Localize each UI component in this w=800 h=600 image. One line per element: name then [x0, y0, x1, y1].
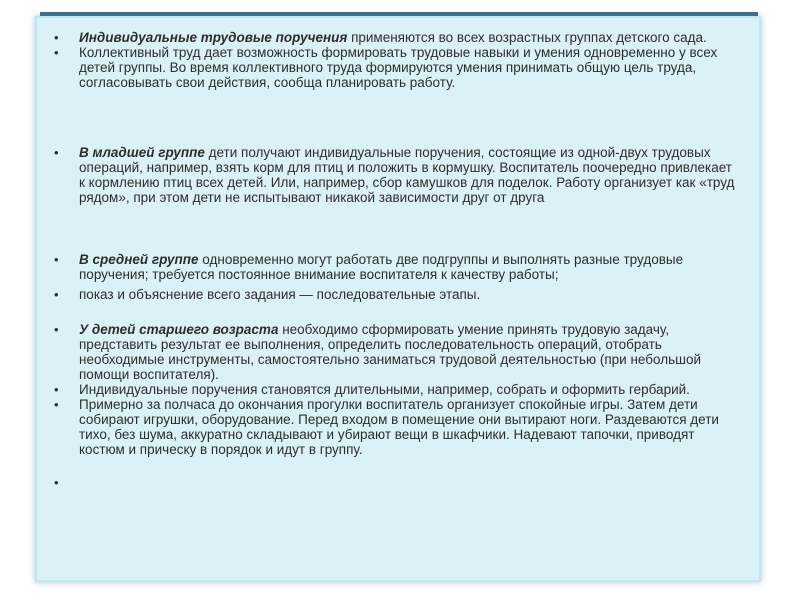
slide-panel — [35, 16, 761, 582]
list-item — [49, 30, 739, 45]
item-lead: В младшей группе — [79, 145, 205, 160]
item-lead: Индивидуальные трудовые поручения — [79, 30, 348, 45]
item-text: Индивидуальные поручения становятся длительными, например, собрать и оформить гербарий. — [79, 382, 690, 397]
item-text: одновременно могут работать две подгруппы и выполнять разные трудовые поручения; требуется постоянное внимание воспитателя к качеству работы; — [79, 252, 684, 282]
item-text: показ и объяснение всего задания — последовательные этапы. — [79, 287, 481, 302]
item-text: необходимо сформировать умение принять трудовую задачу, представить результат ее выполнения, определить последовательность операций, отобрать необходимые инструменты, самостоятельно заниматься трудовой деятельностью (при небольшой помощи воспитателя). — [79, 322, 702, 382]
list-item — [49, 287, 739, 302]
bullet-icon: • — [54, 322, 59, 337]
item-text: Коллективный труд дает возможность формировать трудовые навыки и умения одновременно у всех детей группы. Во время коллективного труда формируются умения принимать общую цель труда, согласовывать свои действия, сообща планировать работу. — [79, 45, 718, 90]
list-item — [49, 382, 739, 397]
list-item — [49, 145, 739, 205]
item-text: применяются во всех возрастных группах детского сада. — [347, 30, 707, 45]
bullet-icon: • — [54, 475, 59, 490]
item-text: Примерно за полчаса до окончания прогулки воспитатель организует спокойные игры. Затем дети собирают игрушки, оборудование. Перед входом в помещение они вытирают ноги. Раздеваются дети тихо, без шума, аккуратно складывают и убирают вещи в шкафчики. Надевают тапочки, приводят костюм и прическу в порядок и идут в группу. — [79, 397, 719, 457]
item-lead: У детей старшего возраста — [79, 322, 279, 337]
item-text: дети получают индивидуальные поручения, состоящие из одной-двух трудовых операций, например, взять корм для птиц и положить в кормушку. Воспитатель поочередно привлекает к кормлению птиц всех детей. Или, например, сбор камушков для поделок. Работу организует как «труд рядом», при этом дети не испытывают никакой зависимости друг от друга — [79, 145, 735, 205]
bullet-icon: • — [54, 287, 59, 302]
bullet-icon: • — [54, 45, 59, 60]
bullet-icon: • — [54, 252, 59, 267]
bullet-icon: • — [54, 397, 59, 412]
bullet-list — [49, 30, 739, 490]
list-item — [49, 322, 739, 382]
bullet-icon: • — [54, 382, 59, 397]
list-item — [49, 397, 739, 457]
bullet-icon: • — [54, 145, 59, 160]
item-lead: В средней группе — [79, 252, 199, 267]
list-item — [49, 45, 739, 90]
bullet-icon: • — [54, 30, 59, 45]
list-item — [49, 252, 739, 282]
